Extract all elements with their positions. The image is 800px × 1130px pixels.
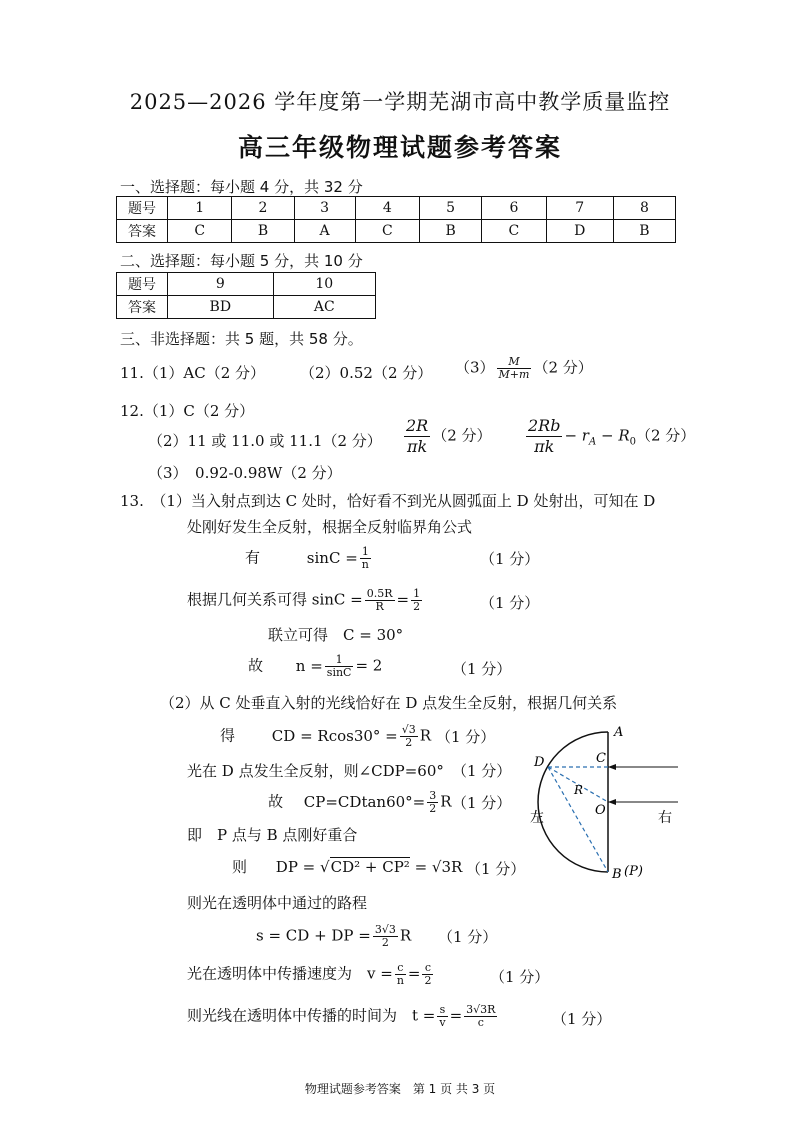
q12-subscript-0: 0: [629, 436, 636, 448]
q13-eq12: [187, 962, 435, 987]
q13-eq2: [187, 588, 424, 613]
fraction-denominator: πk: [534, 437, 555, 456]
eq-label: 故: [268, 792, 284, 811]
eq-rhs: R: [440, 792, 452, 811]
table-cell: C: [482, 220, 546, 243]
q13-eq5-score: （1 分）: [436, 728, 496, 746]
arrow-head-c: [608, 764, 616, 770]
fraction-denominator: n: [396, 974, 404, 987]
q13-eq7: [268, 790, 452, 815]
fraction-denominator: 2: [424, 974, 432, 987]
q13-eq4: [248, 654, 382, 679]
table-cell: 8: [613, 197, 675, 220]
table-cell: BD: [168, 296, 274, 319]
table-cell: A: [294, 220, 355, 243]
q13-eq11-score: （1 分）: [438, 928, 498, 946]
q12-part1: 12.（1）C（2 分）: [120, 402, 255, 420]
label-b: B: [612, 867, 622, 882]
table-cell: 9: [168, 273, 274, 296]
fraction-denominator: sinC: [326, 666, 352, 679]
table-cell: 3: [294, 197, 355, 220]
q11-part1: 11.（1）AC（2 分）: [120, 364, 266, 382]
table-cell: C: [168, 220, 232, 243]
fraction-numerator: s: [437, 1004, 447, 1017]
label-r: R: [574, 783, 584, 797]
q12-formula2: [524, 416, 695, 457]
eq-label: 则光线在透明体中传播的时间为 t =: [187, 1006, 436, 1025]
eq-label: 故: [248, 656, 264, 675]
q13-intro-line1: 13. （1）当入射点到达 C 处时，恰好看不到光从圆弧面上 D 处射出，可知在 D: [120, 492, 656, 510]
eq-operator: =: [449, 1006, 463, 1025]
q13-eq6-score: （1 分）: [452, 762, 512, 780]
table-cell: B: [420, 220, 482, 243]
eq-fraction: [411, 588, 422, 613]
q13-eq1: [245, 546, 373, 571]
eq-lhs: sinC =: [306, 548, 358, 567]
row-label-answer: 答案: [117, 220, 168, 243]
fraction-denominator: 2: [405, 736, 413, 749]
table-cell: 2: [232, 197, 294, 220]
eq-fraction: [422, 962, 433, 987]
section2-heading: 二、选择题：每小题 5 分，共 10 分: [120, 252, 363, 270]
table-cell: 10: [273, 273, 375, 296]
fraction-numerator: 2R: [406, 416, 429, 435]
table-cell: 6: [482, 197, 546, 220]
q11-part3-score: （2 分）: [533, 358, 593, 377]
fraction-numerator: 0.5R: [366, 587, 393, 600]
eq-lhs: CD = Rcos30° =: [271, 726, 398, 745]
page-footer: 物理试题参考答案 第 1 页 共 3 页: [304, 1082, 496, 1096]
q13-eq4-score: （1 分）: [452, 660, 512, 678]
eq-label: 得: [220, 726, 236, 745]
table-row-answers: [117, 220, 676, 243]
q13-eq11: [256, 924, 411, 949]
table-cell: 7: [546, 197, 613, 220]
fraction-denominator: 2: [381, 936, 389, 949]
eq-label: 则: [232, 858, 248, 876]
fraction-denominator: n: [361, 558, 369, 571]
eq-rhs: R: [399, 926, 412, 945]
q12-subscript-a: A: [588, 436, 597, 448]
q12-formula2-term2: − R: [596, 426, 630, 445]
semicircle-optics-diagram: [528, 722, 698, 882]
fraction-numerator: 3√3: [374, 923, 396, 936]
eq-label: 根据几何关系可得 sinC =: [187, 590, 363, 609]
table-cell: C: [355, 220, 419, 243]
row-label-question: 题号: [117, 197, 168, 220]
fraction-numerator: c: [395, 962, 406, 975]
q13-eq8: 即 P 点与 B 点刚好重合: [187, 826, 358, 844]
q11-part3-prefix: （3）: [455, 358, 495, 377]
eq-fraction: [464, 1004, 497, 1029]
eq-fraction: [365, 588, 395, 613]
q13-eq9-score: （1 分）: [466, 860, 526, 878]
fraction-numerator: c: [422, 962, 433, 975]
eq-label: 光在透明体中传播速度为 v =: [187, 964, 393, 983]
fraction-numerator: 3: [429, 789, 437, 802]
row-label-question: 题号: [117, 273, 168, 296]
q12-formula1-score: （2 分）: [432, 426, 492, 445]
arrow-head-o: [608, 799, 616, 805]
table-row-questions: [117, 273, 376, 296]
q13-eq7-score: （1 分）: [452, 794, 512, 812]
eq-rhs: = √3R: [409, 858, 463, 876]
fraction-numerator: 1: [413, 587, 421, 600]
label-c: C: [596, 751, 606, 766]
section3-heading: 三、非选择题：共 5 题，共 58 分。: [120, 330, 363, 348]
q13-eq13-score: （1 分）: [552, 1010, 612, 1028]
table-cell: B: [232, 220, 294, 243]
fraction-denominator: 2: [429, 802, 437, 815]
fraction-denominator: v: [439, 1016, 446, 1029]
q12-part3: （3） 0.92-0.98W（2 分）: [148, 464, 342, 482]
fraction-denominator: M+m: [498, 368, 530, 381]
table-row-answers: [117, 296, 376, 319]
fraction-denominator: R: [375, 600, 384, 613]
row-label-answer: 答案: [117, 296, 168, 319]
section1-answer-table: [116, 196, 676, 243]
q12-formula2-term: − r: [564, 426, 589, 445]
table-cell: D: [546, 220, 613, 243]
eq-label: 有: [245, 548, 261, 567]
label-left: 左: [530, 810, 544, 826]
label-d: D: [534, 755, 545, 770]
table-row-questions: [117, 197, 676, 220]
exam-title: 2025—2026 学年度第一学期芜湖市高中教学质量监控: [129, 90, 671, 114]
eq-fraction: [325, 654, 354, 679]
label-right: 右: [658, 810, 672, 826]
q11-fraction: [497, 356, 532, 381]
q13-eq2-score: （1 分）: [480, 594, 540, 612]
q13-eq12-score: （1 分）: [490, 968, 550, 986]
eq-operator: =: [407, 964, 421, 983]
q13-part2-intro: （2）从 C 处垂直入射的光线恰好在 D 点发生全反射，根据几何关系: [160, 694, 618, 712]
eq-operator: =: [396, 590, 410, 609]
fraction-denominator: 2: [413, 600, 421, 613]
eq-lhs: CP=CDtan60°=: [303, 792, 426, 811]
q13-intro-line2: 处刚好发生全反射，根据全反射临界角公式: [187, 518, 473, 536]
q12-fraction2: [526, 416, 562, 457]
eq-fraction: [400, 724, 418, 749]
q13-eq10: 则光在透明体中通过的路程: [187, 894, 368, 912]
label-p: (P): [624, 864, 643, 879]
q13-eq9: 则 DP = √CD² + CP² = √3R: [232, 858, 463, 876]
fraction-numerator: M: [497, 356, 532, 369]
q11-part2: （2）0.52（2 分）: [300, 364, 433, 382]
q12-part2: （2）11 或 11.0 或 11.1（2 分）: [148, 432, 382, 450]
fraction-numerator: 1: [325, 654, 354, 667]
fraction-numerator: 3√3R: [466, 1003, 496, 1016]
eq-fraction: [427, 790, 438, 815]
table-cell: 5: [420, 197, 482, 220]
q13-eq3: 联立可得 C = 30°: [268, 626, 404, 644]
label-o: O: [595, 803, 606, 818]
section1-heading: 一、选择题：每小题 4 分，共 32 分: [120, 178, 363, 196]
fraction-numerator: 1: [360, 546, 371, 559]
eq-lhs: n =: [295, 656, 323, 675]
table-cell: 1: [168, 197, 232, 220]
label-a: A: [614, 725, 624, 740]
q12-formula2-score: （2 分）: [636, 426, 696, 445]
q13-eq13: [187, 1004, 499, 1029]
section2-answer-table: [116, 272, 376, 319]
eq-rhs: = 2: [355, 656, 383, 675]
fraction-numerator: 2Rb: [528, 416, 561, 435]
answer-title: 高三年级物理试题参考答案: [237, 133, 562, 162]
q11-part3: [455, 356, 593, 381]
fraction-denominator: c: [477, 1016, 484, 1029]
table-cell: AC: [273, 296, 375, 319]
fraction-denominator: πk: [407, 437, 428, 456]
eq-fraction: [360, 546, 371, 571]
table-cell: B: [613, 220, 675, 243]
q12-fraction1: [404, 416, 430, 457]
eq-fraction: [437, 1004, 447, 1029]
eq-lhs: DP =: [275, 858, 321, 876]
eq-rhs: R: [419, 726, 432, 745]
eq-fraction: [395, 962, 406, 987]
eq-sqrt: CD² + CP²: [330, 858, 410, 876]
eq-fraction: [373, 924, 398, 949]
eq-lhs: s = CD + DP =: [256, 926, 371, 945]
q12-formula1: [402, 416, 492, 457]
q13-eq5: [220, 724, 431, 749]
fraction-numerator: √3: [401, 723, 416, 736]
q13-eq6: 光在 D 点发生全反射，则∠CDP=60°: [187, 762, 444, 780]
table-cell: 4: [355, 197, 419, 220]
q13-eq1-score: （1 分）: [480, 550, 540, 568]
